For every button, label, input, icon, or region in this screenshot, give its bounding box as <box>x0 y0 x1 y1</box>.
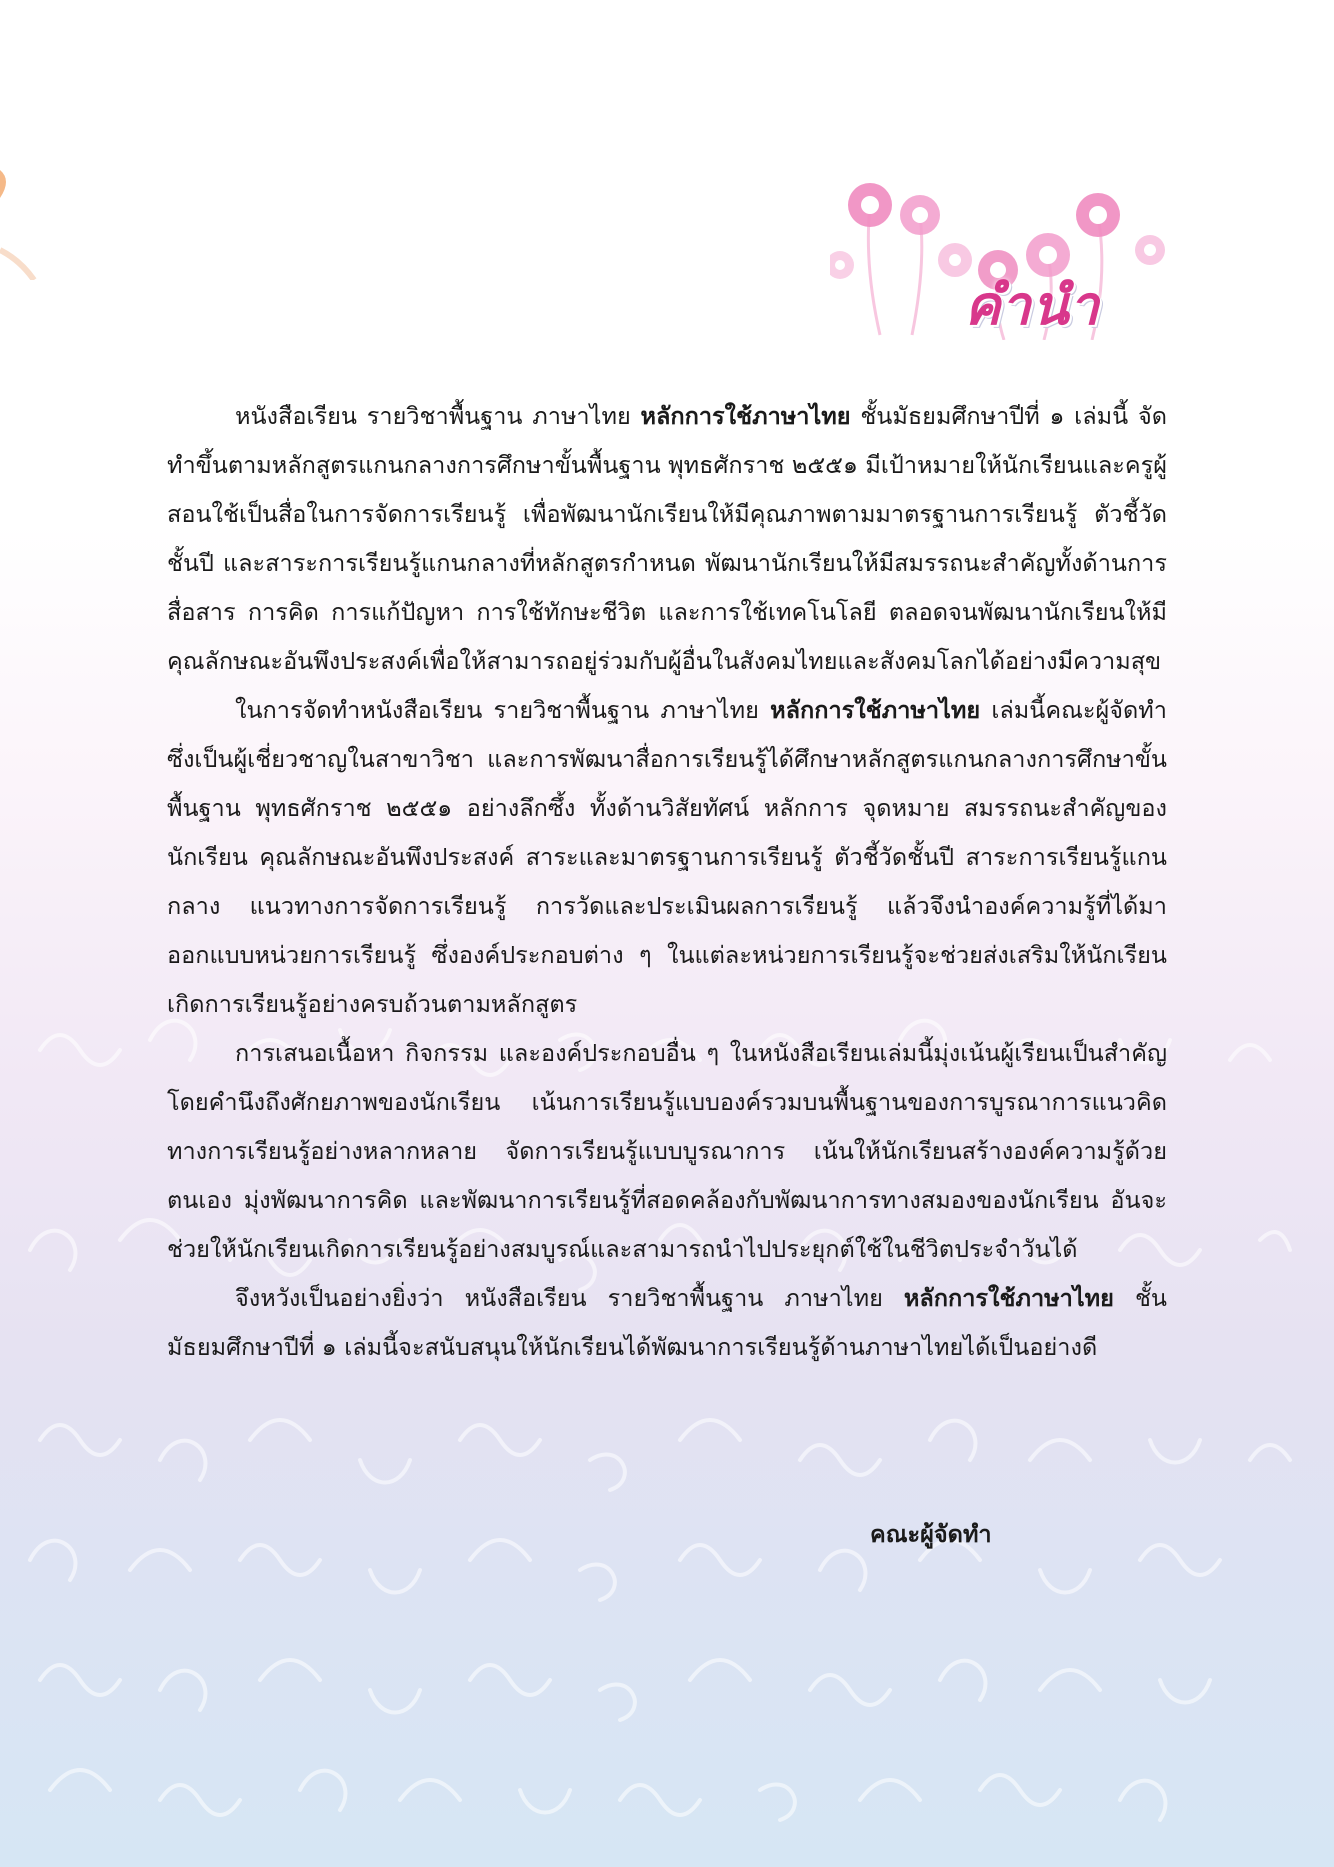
page-title: คำนำ <box>964 274 1100 337</box>
corner-decoration <box>0 150 40 280</box>
paragraph-3: การเสนอเนื้อหา กิจกรรม และองค์ประกอบอื่น ๆ ในหนังสือเรียนเล่มนี้มุ่งเน้นผู้เรียนเป็นสำคัญ โดยคำนึงถึงศักยภาพของนักเรียน เน้นการเรียนรู้แบบองค์รวมบนพื้นฐานของการบูรณาการแนวคิดทางการเรียนรู้อย่างหลากหลาย จัดการเรียนรู้แบบบูรณาการ เน้นให้นักเรียนสร้างองค์ความรู้ด้วยตนเอง มุ่งพัฒนาการคิด และพัฒนาการเรียนรู้ที่สอดคล้องกับพัฒนาการทางสมองของนักเรียน อันจะช่วยให้นักเรียนเกิดการเรียนรู้อย่างสมบูรณ์และสามารถนำไปประยุกต์ใช้ในชีวิตประจำวันได้ <box>167 1039 1167 1263</box>
signature: คณะผู้จัดทำ <box>870 1520 992 1548</box>
paragraph-2: ในการจัดทำหนังสือเรียน รายวิชาพื้นฐาน ภาษาไทย หลักการใช้ภาษาไทย เล่มนี้คณะผู้จัดทำซึ่งเป็นผู้เชี่ยวชาญในสาขาวิชา และการพัฒนาสื่อการเรียนรู้ได้ศึกษาหลักสูตรแกนกลางการศึกษาขั้นพื้นฐาน พุทธศักราช ๒๕๕๑ อย่างลึกซึ้ง ทั้งด้านวิสัยทัศน์ หลักการ จุดหมาย สมรรถนะสำคัญของนักเรียน คุณลักษณะอันพึงประสงค์ สาระและมาตรฐานการเรียนรู้ ตัวชี้วัดชั้นปี สาระการเรียนรู้แกนกลาง แนวทางการจัดการเรียนรู้ การวัดและประเมินผลการเรียนรู้ แล้วจึงนำองค์ความรู้ที่ได้มาออกแบบหน่วยการเรียนรู้ ซึ่งองค์ประกอบต่าง ๆ ในแต่ละหน่วยการเรียนรู้จะช่วยส่งเสริมให้นักเรียนเกิดการเรียนรู้อย่างครบถ้วนตามหลักสูตร <box>167 696 1167 1018</box>
preface-body <box>167 392 1167 1372</box>
paragraph-1: หนังสือเรียน รายวิชาพื้นฐาน ภาษาไทย หลักการใช้ภาษาไทย ชั้นมัธยมศึกษาปีที่ ๑ เล่มนี้ จัดทำขึ้นตามหลักสูตรแกนกลางการศึกษาขั้นพื้นฐาน พุทธศักราช ๒๕๕๑ มีเป้าหมายให้นักเรียนและครูผู้สอนใช้เป็นสื่อในการจัดการเรียนรู้ เพื่อพัฒนานักเรียนให้มีคุณภาพตามมาตรฐานการเรียนรู้ ตัวชี้วัดชั้นปี และสาระการเรียนรู้แกนกลางที่หลักสูตรกำหนด พัฒนานักเรียนให้มีสมรรถนะสำคัญทั้งด้านการสื่อสาร การคิด การแก้ปัญหา การใช้ทักษะชีวิต และการใช้เทคโนโลยี ตลอดจนพัฒนานักเรียนให้มีคุณลักษณะอันพึงประสงค์เพื่อให้สามารถอยู่ร่วมกับผู้อื่นในสังคมไทยและสังคมโลกได้อย่างมีความสุข <box>167 402 1167 675</box>
paragraph-4: จึงหวังเป็นอย่างยิ่งว่า หนังสือเรียน รายวิชาพื้นฐาน ภาษาไทย หลักการใช้ภาษาไทย ชั้นมัธยมศึกษาปีที่ ๑ เล่มนี้จะสนับสนุนให้นักเรียนได้พัฒนาการเรียนรู้ด้านภาษาไทยได้เป็นอย่างดี <box>167 1284 1167 1361</box>
